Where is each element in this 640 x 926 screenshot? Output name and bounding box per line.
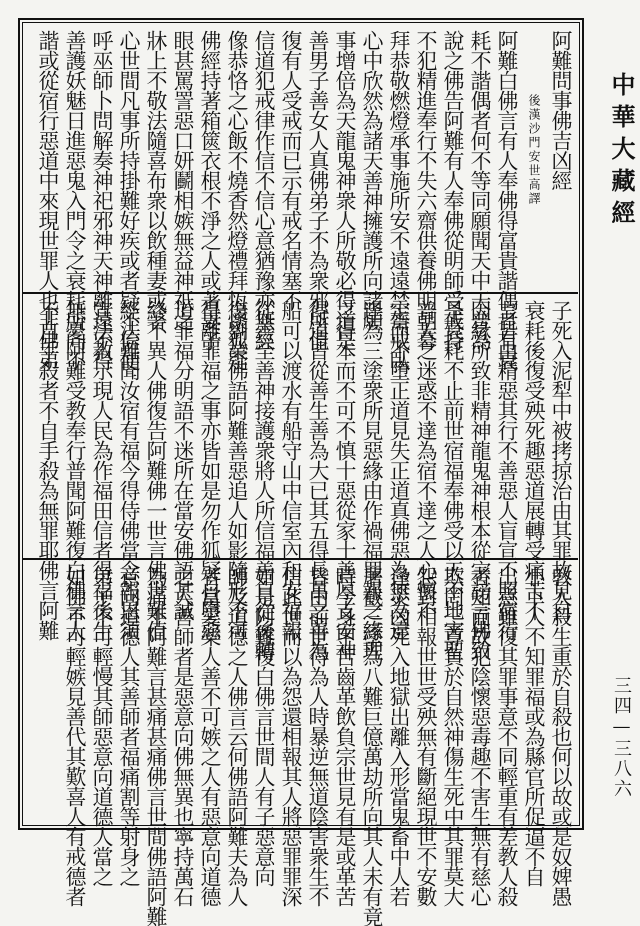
text-column: 弟子不可輕慢其師惡意向道德人當之 [90, 566, 114, 886]
text-column: 得離罪福之事亦皆如是勿作狐疑自墮惡 [198, 300, 222, 640]
text-column: 皆由前世得為人時暴逆無道陰害衆生不 [306, 566, 330, 906]
text-column: 信道犯戒律作信不信心意猶豫亦無經 [252, 30, 276, 350]
text-column: 復劉業佛語阿難善惡追人如影隨形不可 [225, 300, 249, 640]
text-column: 怨對相報世世受殃無有斷絕現世不安數 [414, 566, 438, 906]
text-column: 不犯精進奉行不失六齋供養佛明朝暮 [414, 30, 438, 350]
text-column: 拜恭敬燃燈承事施所安不遠遠禁齋戒臥 [387, 30, 411, 370]
text-column: 無憂阿難受教奉行普聞阿難復白佛言人 [63, 300, 87, 640]
text-column: 者當愛樂人善不可嫉之人有惡意向道德 [198, 566, 222, 906]
text-column: 諧或從宿行惡道中來現世罪人也非佛弟 [36, 30, 60, 370]
side-page-number: 三四—三八六 [611, 676, 632, 799]
text-column: 為痛不阿難言甚痛甚痛佛言世間佛語阿難 [144, 566, 168, 926]
translator-line: 後漢沙門安世高譯 [527, 94, 541, 206]
text-column: 心世間凡事所持掛難好疾或者疑不信便 [117, 30, 141, 370]
text-column: 逢災凶死入地獄出離入形當鬼畜中人若 [387, 566, 411, 906]
text-column: 因緣所致非精神龍鬼神根本從宗謗言佛致 [468, 300, 492, 660]
text-column: 定而不墮正道見失正道真佛惡為無為違 [387, 300, 411, 640]
text-panel-middle [24, 294, 576, 660]
text-column: 如佛不可輕嫉見善代其歎喜人有戒德者 [63, 566, 87, 906]
text-column: 眼甚罵詈惡口妍鬬相嫉無益神祇之 [171, 30, 195, 330]
text-column: 耗不諧偶者何不等同願聞天中天普為 [468, 30, 492, 350]
text-column: 是衰耗不止前世宿福奉佛受以天不地害聖 [441, 300, 465, 660]
text-column: 道罪福分明語不迷所在當安佛語甚誠 [171, 300, 195, 620]
text-column: 牀上不敬法隨喜布衆以飲種妻或著 [144, 30, 168, 330]
text-column: 說之佛告阿難有人奉佛從明師受戒持 [441, 30, 465, 350]
text-column: 逢為三塗衆所見惡緣由作禍福罪報之緣理 [360, 300, 384, 660]
text-column: 善男子善女人真佛弟子不為衆邪所值 [306, 30, 330, 350]
text-column: 善護妖魅日進惡鬼入門令之衰耗所向不 [63, 30, 87, 370]
text-column: 屠截三塗為八難巨億萬劫所向其人未有竟 [360, 566, 384, 926]
text-column: 佛經持著箱篋衣根不淨之人或著妻子 [198, 30, 222, 350]
side-title: 中華大藏經 [607, 72, 636, 232]
text-column: 師及道德之人佛言云何佛語阿難夫為人 [225, 566, 249, 906]
text-column: 從善至善神接護衆將人所信福善自從後轉 [252, 300, 276, 660]
text-column: 船可以渡水有船守山中信室內和安福報 [279, 300, 303, 640]
text-column: 像恭恪之心飯不燒香然燈禮拜恆懷狐疑 [225, 30, 249, 370]
text-column: 言皆由精惡其行不善惡人盲宣不照宿行 [495, 300, 519, 640]
text-column: 心中欣然為諸天善神擁護所向諸願 [360, 30, 384, 330]
text-column: 時今身甲苦齒革飲負宗世見有是或革苦 [333, 566, 357, 906]
text-column: 欺罔三尊負於自然神傷生死中其罪莫大 [441, 566, 465, 906]
text-panel-top [24, 24, 576, 370]
text-column: 衰耗後復受殃死趣惡道展轉受痛苦不 [522, 300, 546, 620]
text-column: 子死入泥犁中被拷掠治由其罪故見自 [549, 300, 573, 620]
text-column: 者知而故犯陰懷惡毒趣不害生無有慈心 [468, 566, 492, 906]
text-column: 得道皆從善生善為大已其五得長萬之善為 [306, 300, 330, 660]
text-column: 之得本而不可不慎十惡從家十善厚支安神 [333, 300, 357, 660]
sutra-title: 阿難問事佛吉凶經 [549, 30, 573, 190]
text-column: 如是阿難復白佛言世間人有子惡意向 [252, 566, 276, 886]
text-column: 信此世而以為怨還相報其人將惡罪罪深 [279, 566, 303, 906]
text-column: 出意雖復其罪事意不同輕重有差教人殺 [495, 566, 519, 906]
text-column: 意向道德人其善師者福痛割等射身之 [117, 566, 141, 886]
text-column: 復有人受戒而已示有戒名情塞不 [279, 30, 303, 310]
text-column: 之人善師者是惡意向佛無異也寧持萬石 [171, 566, 195, 906]
text-column: 普天之迷惑不達為宿不達之人心懷不 [414, 300, 438, 620]
text-column: 終不異人佛復告阿難佛一世言佛世難值 [144, 300, 168, 640]
text-column: 事增倍為天龍鬼神衆人所敬必得道是 [333, 30, 357, 350]
text-column: 小下人不知罪福或為縣官所促逼不自 [522, 566, 546, 886]
text-column: 宣法教示現人民為作福田信者得福後生 [90, 300, 114, 640]
text-panel-bottom [24, 560, 576, 926]
text-column: 教人殺生重於自殺也何以故或是奴婢愚 [549, 566, 573, 906]
text-column: 經法難聞汝宿有福今得侍佛當念報恩須 [117, 300, 141, 640]
text-column: 呼巫師卜問解奏神祀邪神天神離遠不得 [90, 30, 114, 370]
text-column: 阿難白佛言有人奉佛得富貴諧偶者有衰 [495, 30, 519, 370]
text-column: 不自手殺者不自手殺為無罪耶佛言阿難 [36, 300, 60, 640]
